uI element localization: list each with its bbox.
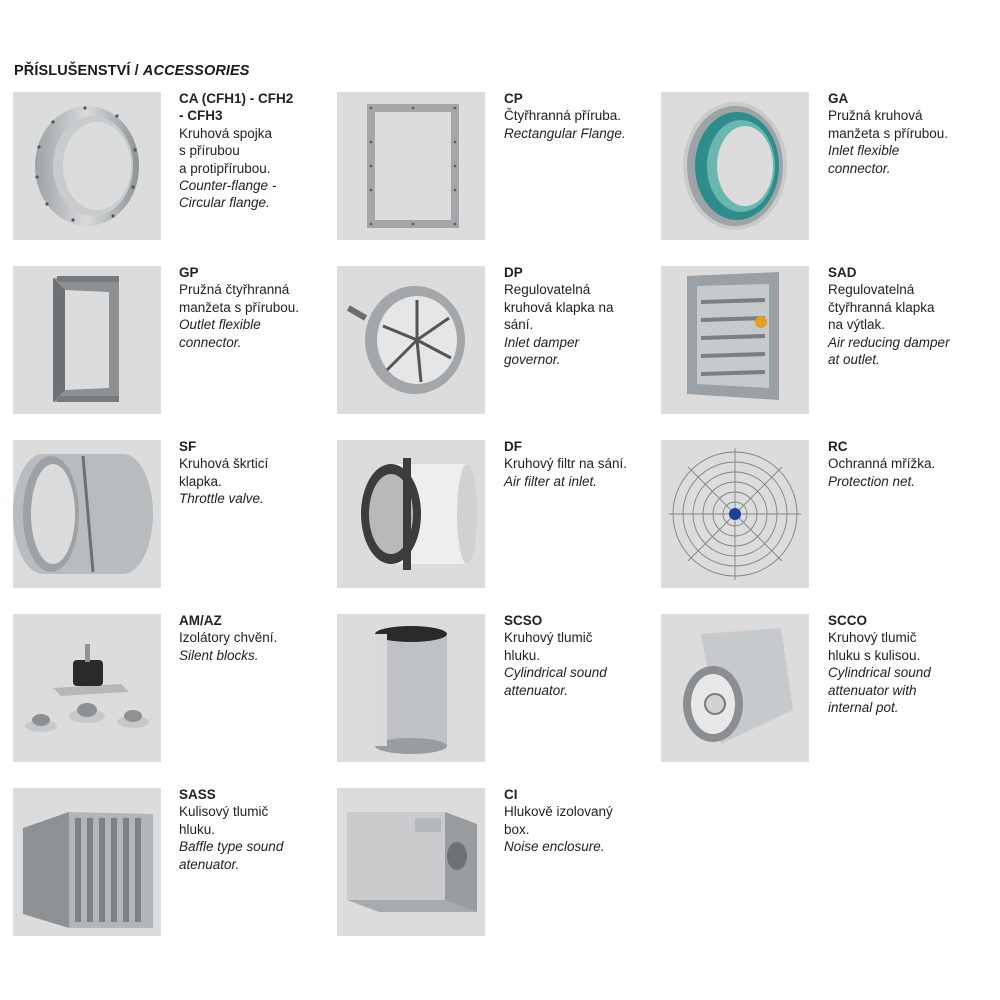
- item-code: SF: [179, 439, 197, 454]
- page-title: [14, 63, 250, 79]
- item-am-az: [179, 612, 329, 664]
- item-rc: [828, 438, 978, 490]
- product-image-dp: [337, 266, 485, 414]
- product-image-gp: [13, 266, 161, 414]
- item-code: GA: [828, 91, 849, 106]
- item-code: SASS: [179, 787, 216, 802]
- item-desc-en: Cylindrical sound attenuator with internal pot.: [828, 665, 931, 716]
- product-image-df: [337, 440, 485, 588]
- item-cp: [504, 90, 654, 142]
- item-desc-en: Air filter at inlet.: [504, 473, 598, 489]
- item-desc-cz: Kulisový tlumič hluku.: [179, 804, 269, 837]
- item-code: RC: [828, 439, 848, 454]
- item-scco: [828, 612, 978, 716]
- item-desc-en: Protection net.: [828, 473, 916, 489]
- item-desc-cz: Kruhový filtr na sání.: [504, 456, 628, 472]
- item-desc-cz: Ochranná mřížka.: [828, 456, 936, 472]
- item-desc-en: Inlet damper governor.: [504, 334, 580, 368]
- item-code: AM/AZ: [179, 613, 222, 628]
- item-ca: [179, 90, 329, 212]
- item-gp: [179, 264, 329, 351]
- item-desc-en: Inlet flexible connector.: [828, 143, 900, 176]
- product-image-ca: [13, 92, 161, 240]
- item-df: [504, 438, 654, 490]
- item-code: CP: [504, 91, 523, 106]
- item-code: DP: [504, 265, 523, 280]
- title-cz: PŘÍSLUŠENSTVÍ /: [14, 63, 139, 79]
- item-desc-en: Rectangular Flange.: [504, 125, 626, 141]
- item-sad: [828, 264, 978, 368]
- item-desc-cz: Kruhový tlumič hluku.: [504, 630, 593, 663]
- item-desc-cz: Kruhový tlumič hluku s kulisou.: [828, 630, 921, 663]
- item-code: CI: [504, 787, 518, 802]
- product-image-sf: [13, 440, 161, 588]
- item-desc-cz: Regulovatelná kruhová klapka na sání.: [504, 282, 614, 333]
- item-sf: [179, 438, 329, 508]
- item-desc-en: Air reducing damper at outlet.: [828, 334, 950, 368]
- item-sass: [179, 786, 329, 873]
- item-desc-cz: Hlukově izolovaný box.: [504, 804, 613, 837]
- item-desc-en: Noise enclosure.: [504, 839, 605, 855]
- product-image-sass: [13, 788, 161, 936]
- item-desc-cz: Kruhová spojka s přírubou a protipřírubou.: [179, 125, 273, 176]
- item-desc-cz: Kruhová škrticí klapka.: [179, 456, 269, 489]
- item-scso: [504, 612, 654, 699]
- item-desc-en: Baffle type sound atenuator.: [179, 839, 284, 872]
- item-code: GP: [179, 265, 199, 280]
- product-image-rc: [661, 440, 809, 588]
- item-code: SCSO: [504, 613, 543, 628]
- product-image-sad: [661, 266, 809, 414]
- item-code: CA (CFH1) - CFH2 - CFH3: [179, 91, 294, 124]
- product-image-ga: [661, 92, 809, 240]
- item-desc-en: Counter-flange - Circular flange.: [179, 178, 277, 211]
- item-desc-cz: Čtyřhranná příruba.: [504, 108, 622, 124]
- item-desc-en: Cylindrical sound attenuator.: [504, 665, 607, 698]
- product-image-scso: [337, 614, 485, 762]
- item-desc-cz: Pružná kruhová manžeta s přírubou.: [828, 108, 949, 141]
- item-code: SAD: [828, 265, 857, 280]
- item-desc-en: Throttle valve.: [179, 491, 264, 507]
- item-ci: [504, 786, 654, 856]
- title-en: ACCESSORIES: [142, 63, 250, 79]
- item-desc-cz: Izolátory chvění.: [179, 630, 278, 646]
- item-desc-en: Silent blocks.: [179, 647, 259, 663]
- product-image-scco: [661, 614, 809, 762]
- item-desc-cz: Pružná čtyřhranná manžeta s přírubou.: [179, 282, 300, 315]
- item-desc-cz: Regulovatelná čtyřhranná klapka na výtlak.: [828, 282, 935, 333]
- product-image-am-az: [13, 614, 161, 762]
- item-dp: [504, 264, 654, 368]
- item-desc-en: Outlet flexible connector.: [179, 317, 261, 350]
- item-ga: [828, 90, 978, 177]
- item-code: DF: [504, 439, 522, 454]
- product-image-cp: [337, 92, 485, 240]
- item-code: SCCO: [828, 613, 868, 628]
- product-image-ci: [337, 788, 485, 936]
